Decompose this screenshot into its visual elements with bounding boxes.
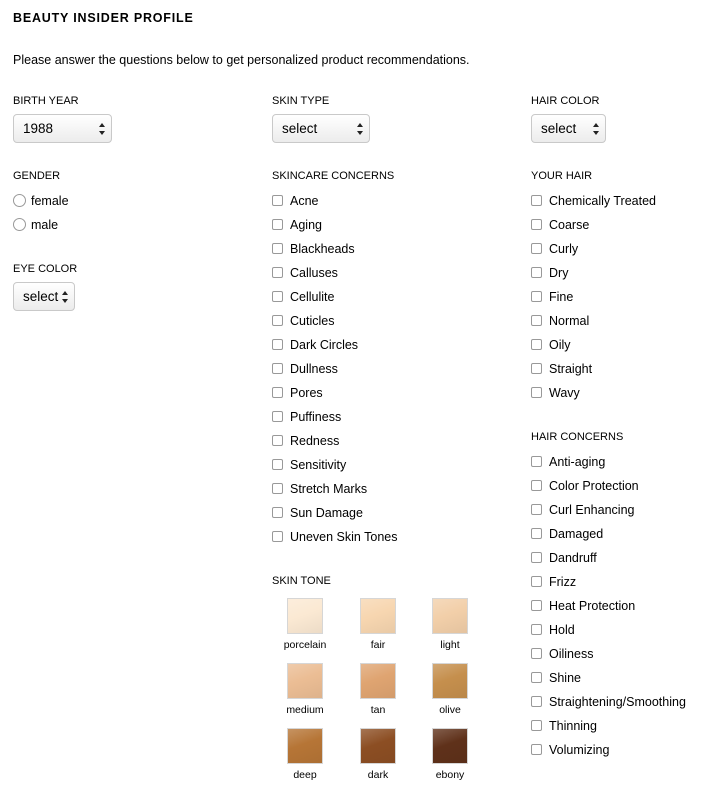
checkbox[interactable] [272,339,283,350]
checkbox[interactable] [272,483,283,494]
checkbox-label: Volumizing [549,743,610,757]
checkbox-label: Redness [290,434,340,448]
skin-tone-label: dark [367,769,389,781]
checkbox[interactable] [531,291,542,302]
checkbox[interactable] [531,315,542,326]
eye-color-select[interactable] [13,282,75,311]
checkbox-label: Uneven Skin Tones [290,530,398,544]
checkbox[interactable] [272,363,283,374]
checkbox-label: Thinning [549,719,597,733]
checkbox-label: Dry [549,266,569,280]
checkbox[interactable] [531,624,542,635]
skin-tone-swatch-olive[interactable] [432,663,468,699]
skin-tone-label: olive [439,704,461,716]
skin-tone-swatch-light[interactable] [432,598,468,634]
skin-tone-label: fair [370,639,386,651]
skin-tone-swatch-tan[interactable] [360,663,396,699]
checkbox[interactable] [531,339,542,350]
checkbox[interactable] [531,648,542,659]
checkbox-label: Oily [549,338,571,352]
checkbox[interactable] [272,315,283,326]
select-arrows-icon [593,123,600,135]
checkbox[interactable] [272,219,283,230]
checkbox-label: Hold [549,623,575,637]
your-hair-label: YOUR HAIR [531,170,593,182]
intro-text: Please answer the questions below to get personalized product recommendations. [13,53,470,67]
eye-color-value: select [23,289,59,304]
checkbox-label: Calluses [290,266,338,280]
checkbox[interactable] [531,456,542,467]
checkbox-label: Curl Enhancing [549,503,635,517]
radio-female[interactable] [13,194,26,207]
skin-type-value: select [282,121,318,136]
checkbox[interactable] [531,744,542,755]
checkbox-label: Wavy [549,386,580,400]
checkbox-label: Straight [549,362,593,376]
skin-tone-label: porcelain [283,639,327,651]
skin-tone-label: deep [293,769,317,781]
checkbox[interactable] [531,387,542,398]
checkbox-label: Curly [549,242,579,256]
checkbox[interactable] [531,363,542,374]
skin-tone-label: medium [286,704,324,716]
checkbox-label: Cuticles [290,314,335,328]
checkbox-label: Sun Damage [290,506,363,520]
checkbox-label: Heat Protection [549,599,636,613]
page-title: BEAUTY INSIDER PROFILE [13,11,194,25]
gender-label: GENDER [13,170,61,182]
checkbox-label: Normal [549,314,590,328]
checkbox[interactable] [531,195,542,206]
checkbox-label: Oiliness [549,647,594,661]
checkbox[interactable] [531,552,542,563]
checkbox[interactable] [272,195,283,206]
checkbox-label: Puffiness [290,410,342,424]
checkbox[interactable] [531,219,542,230]
checkbox[interactable] [531,600,542,611]
skin-tone-swatch-porcelain[interactable] [287,598,323,634]
skin-tone-swatch-medium[interactable] [287,663,323,699]
checkbox-label: Dullness [290,362,338,376]
hair-color-value: select [541,121,577,136]
checkbox-label: Straightening/Smoothing [549,695,686,709]
checkbox[interactable] [531,576,542,587]
checkbox-label: Dark Circles [290,338,359,352]
hair-color-label: HAIR COLOR [531,95,600,107]
checkbox-label: Fine [549,290,574,304]
checkbox[interactable] [272,267,283,278]
checkbox[interactable] [531,243,542,254]
skin-type-select[interactable] [272,114,370,143]
checkbox-label: Color Protection [549,479,639,493]
checkbox[interactable] [531,528,542,539]
select-arrows-icon [357,123,364,135]
skin-tone-swatch-ebony[interactable] [432,728,468,764]
checkbox[interactable] [272,435,283,446]
skin-tone-label: SKIN TONE [272,575,331,587]
skin-tone-label: light [440,639,460,651]
skin-tone-swatch-dark[interactable] [360,728,396,764]
checkbox[interactable] [272,507,283,518]
checkbox[interactable] [272,411,283,422]
select-arrows-icon [62,291,69,303]
checkbox-label: Acne [290,194,319,208]
checkbox[interactable] [531,480,542,491]
checkbox-label: Chemically Treated [549,194,656,208]
skin-tone-swatch-fair[interactable] [360,598,396,634]
gender-option-label: female [31,194,69,208]
checkbox[interactable] [272,291,283,302]
checkbox-label: Stretch Marks [290,482,368,496]
checkbox-label: Sensitivity [290,458,347,472]
checkbox-label: Cellulite [290,290,335,304]
checkbox[interactable] [272,531,283,542]
checkbox[interactable] [272,243,283,254]
skin-tone-label: tan [370,704,386,716]
checkbox[interactable] [272,459,283,470]
checkbox-label: Dandruff [549,551,597,565]
checkbox-label: Frizz [549,575,577,589]
checkbox[interactable] [531,696,542,707]
select-arrows-icon [99,123,106,135]
skincare-concerns-label: SKINCARE CONCERNS [272,170,395,182]
skin-type-label: SKIN TYPE [272,95,330,107]
checkbox[interactable] [531,720,542,731]
radio-male[interactable] [13,218,26,231]
checkbox-label: Blackheads [290,242,355,256]
checkbox[interactable] [531,504,542,515]
checkbox-label: Aging [290,218,322,232]
birth-year-value: 1988 [23,121,54,136]
hair-concerns-label: HAIR CONCERNS [531,431,624,443]
checkbox-label: Pores [290,386,323,400]
checkbox[interactable] [531,267,542,278]
birth-year-label: BIRTH YEAR [13,95,79,107]
hair-color-select[interactable] [531,114,606,143]
birth-year-select[interactable] [13,114,112,143]
checkbox-label: Coarse [549,218,590,232]
checkbox-label: Damaged [549,527,604,541]
checkbox[interactable] [272,387,283,398]
checkbox-label: Anti-aging [549,455,606,469]
skin-tone-swatch-deep[interactable] [287,728,323,764]
checkbox[interactable] [531,672,542,683]
gender-option-label: male [31,218,59,232]
eye-color-label: EYE COLOR [13,263,78,275]
skin-tone-label: ebony [435,769,465,781]
checkbox-label: Shine [549,671,581,685]
